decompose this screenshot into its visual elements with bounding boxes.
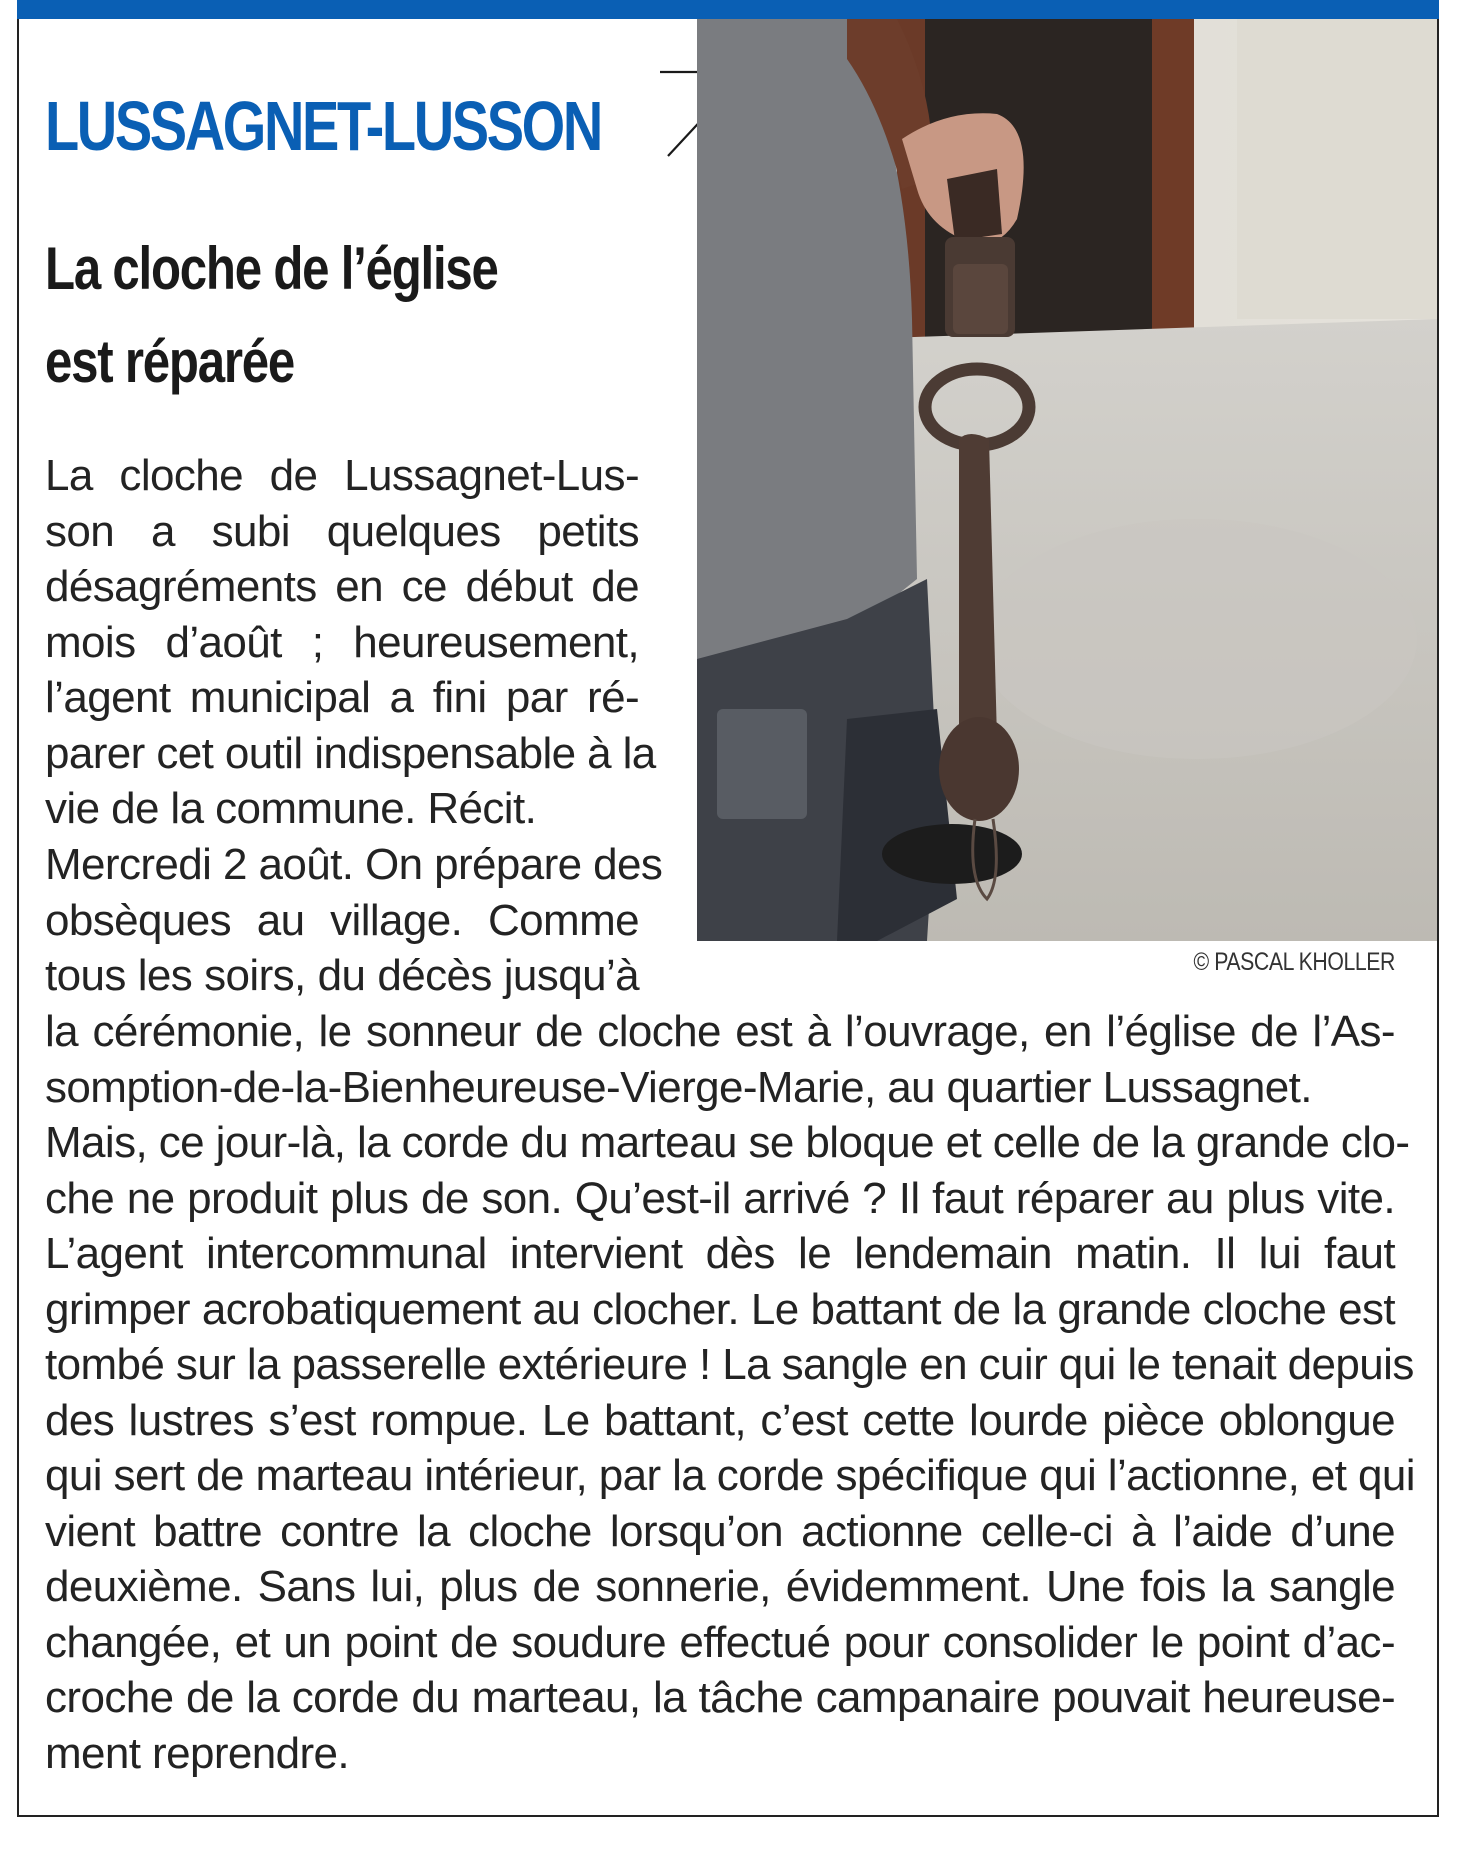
body-line: che ne produit plus de son. Qu’est-il arrivé ? Il faut réparer au plus vite. (45, 1173, 1395, 1223)
locality-title: LUSSAGNET-LUSSON (45, 87, 601, 165)
article-intro (45, 448, 656, 837)
body-line: changée, et un point de soudure effectué pour consolider le point d’ac- (45, 1617, 1395, 1667)
headline-line: La cloche de l’église (45, 235, 498, 302)
body-line: croche de la corde du marteau, la tâche campanaire pouvait heureuse- (45, 1673, 1395, 1722)
body-line: grimper acrobatiquement au clocher. Le battant de la grande cloche est (45, 1284, 1395, 1334)
intro-line: son a subi quelques petits (45, 506, 639, 556)
body-line: tous les soirs, du décès jusqu’à (45, 951, 639, 1000)
body-line: ment reprendre. (45, 1728, 350, 1778)
body-line: la cérémonie, le sonneur de cloche est à l’ouvrage, en l’église de l’As- (45, 1007, 1395, 1056)
article-photo (697, 19, 1437, 941)
body-line: L’agent intercommunal intervient dès le lendemain matin. Il lui faut (45, 1229, 1395, 1278)
body-line: deuxième. Sans lui, plus de sonnerie, évidemment. Une fois la sangle (45, 1562, 1395, 1611)
body-line: Mercredi 2 août. On prépare des (45, 840, 663, 889)
body-line: des lustres s’est rompue. Le battant, c’est cette lourde pièce oblongue (45, 1395, 1395, 1445)
article-headline (45, 222, 619, 408)
intro-line: désagréments en ce début de (45, 562, 639, 611)
photo-credit: © PASCAL KHOLLER (1193, 948, 1395, 976)
intro-line: mois d’août ; heureusement, (45, 617, 639, 667)
body-line: Mais, ce jour-là, la corde du marteau se bloque et celle de la grande clo- (45, 1118, 1410, 1167)
body-line: tombé sur la passerelle extérieure ! La sangle en cuir qui le tenait depuis (45, 1340, 1414, 1389)
article-body-narrow (45, 837, 663, 1004)
article-body-wide (45, 1004, 1415, 1781)
body-line: qui sert de marteau intérieur, par la corde spécifique qui l’actionne, et qui (45, 1451, 1415, 1500)
clapper-photo-image (697, 19, 1437, 941)
intro-line: La cloche de Lussagnet-Lus- (45, 451, 639, 500)
intro-line: l’agent municipal a fini par ré- (45, 673, 639, 722)
intro-line: parer cet outil indispensable à la (45, 728, 656, 778)
top-accent-bar (17, 0, 1439, 19)
body-line: vient battre contre la cloche lorsqu’on actionne celle-ci à l’aide d’une (45, 1506, 1395, 1556)
headline-line: est réparée (45, 328, 295, 395)
body-line: obsèques au village. Comme (45, 895, 639, 945)
intro-line: vie de la commune. Récit. (45, 784, 537, 833)
body-line: somption-de-la-Bienheureuse-Vierge-Marie, au quartier Lussagnet. (45, 1062, 1312, 1112)
